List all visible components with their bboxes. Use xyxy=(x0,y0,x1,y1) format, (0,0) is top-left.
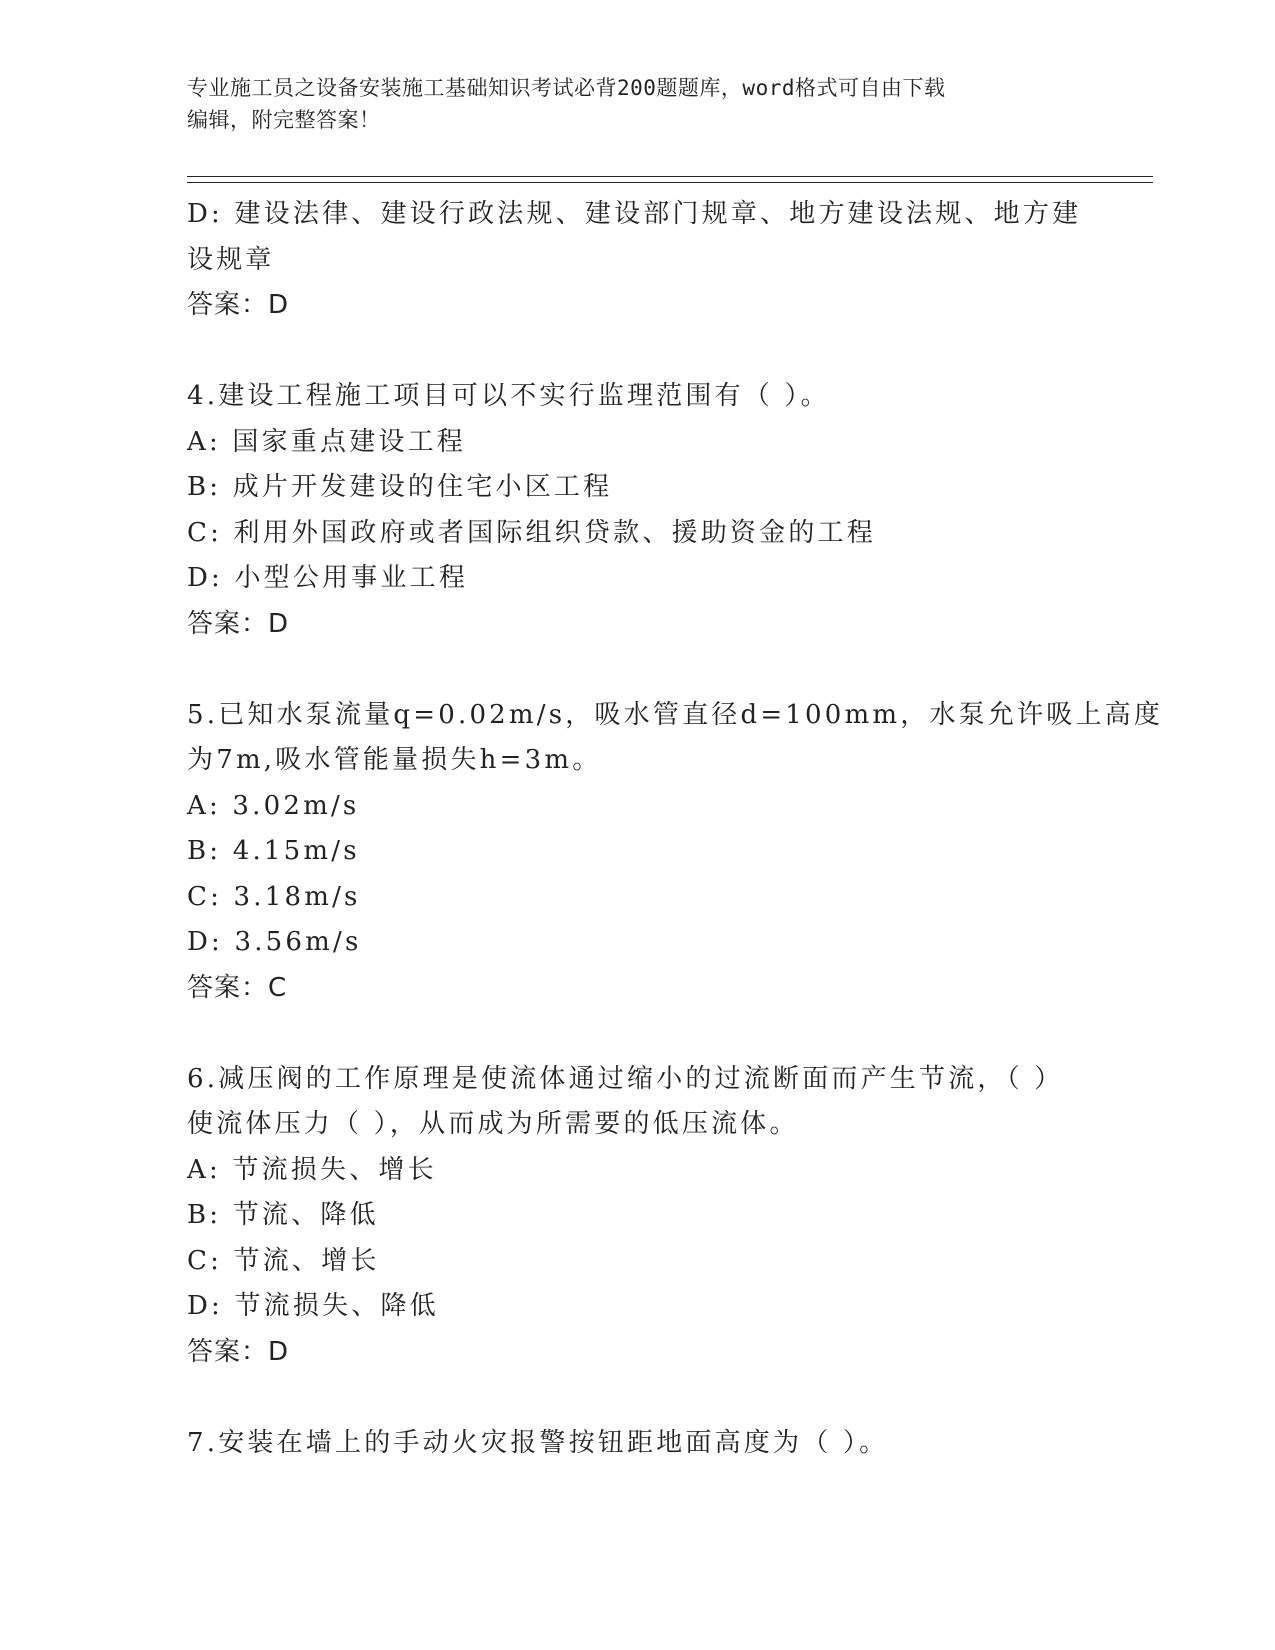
spacer xyxy=(187,329,1087,375)
header-title-line-1: 专业施工员之设备安装施工基础知识考试必背200题题库，word格式可自由下载 xyxy=(187,76,946,100)
question-stem-continued: 为7m,吸水管能量损失h=3m。 xyxy=(187,745,602,775)
option-b: B: 4.15m/s xyxy=(187,836,360,866)
option-d: D: 建设法律、建设行政法规、建设部门规章、地方建设法规、地方建 xyxy=(187,199,1082,229)
option-a: A: 国家重点建设工程 xyxy=(187,426,467,457)
header-title-line-2: 编辑，附完整答案！ xyxy=(187,108,381,132)
answer-line: 答案：D xyxy=(187,290,290,320)
header-divider-top xyxy=(187,176,1153,177)
question-6 xyxy=(187,1057,1087,1376)
option-c: C: 节流、增长 xyxy=(187,1245,380,1276)
question-list xyxy=(187,192,1164,1466)
document-header xyxy=(187,72,1067,136)
option-d: D: 3.56m/s xyxy=(187,927,362,957)
question-stem-continued: 使流体压力（ ），从而成为所需要的低压流体。 xyxy=(187,1109,799,1139)
option-b: B: 成片开发建设的住宅小区工程 xyxy=(187,472,613,502)
answer-line: 答案：D xyxy=(187,608,290,639)
option-d: D: 节流损失、降低 xyxy=(187,1291,439,1321)
question-3-tail xyxy=(187,192,1087,329)
spacer xyxy=(187,647,1087,693)
spacer xyxy=(187,1011,1087,1057)
question-4 xyxy=(187,374,1087,647)
spacer xyxy=(187,1375,1087,1421)
header-divider-bottom xyxy=(187,182,1153,183)
option-c: C: 利用外国政府或者国际组织贷款、援助资金的工程 xyxy=(187,517,876,548)
option-d-continued: 设规章 xyxy=(187,244,275,275)
question-stem: 6.减压阀的工作原理是使流体通过缩小的过流断面而产生节流，（ ） xyxy=(187,1063,1064,1094)
question-7 xyxy=(187,1421,1087,1467)
question-stem: 5.已知水泵流量q=0.02m/s，吸水管直径d=100mm，水泵允许吸上高度 xyxy=(187,699,1164,730)
option-c: C: 3.18m/s xyxy=(187,881,361,912)
question-stem: 7.安装在墙上的手动火灾报警按钮距地面高度为（ ）。 xyxy=(187,1427,889,1458)
answer-line: 答案：C xyxy=(187,972,288,1003)
option-a: A: 3.02m/s xyxy=(187,790,360,821)
answer-line: 答案：D xyxy=(187,1336,290,1367)
question-stem: 4.建设工程施工项目可以不实行监理范围有（ ）。 xyxy=(187,381,830,411)
option-d: D: 小型公用事业工程 xyxy=(187,563,469,593)
question-5 xyxy=(187,693,1164,1012)
option-b: B: 节流、降低 xyxy=(187,1200,379,1230)
option-a: A: 节流损失、增长 xyxy=(187,1154,437,1185)
